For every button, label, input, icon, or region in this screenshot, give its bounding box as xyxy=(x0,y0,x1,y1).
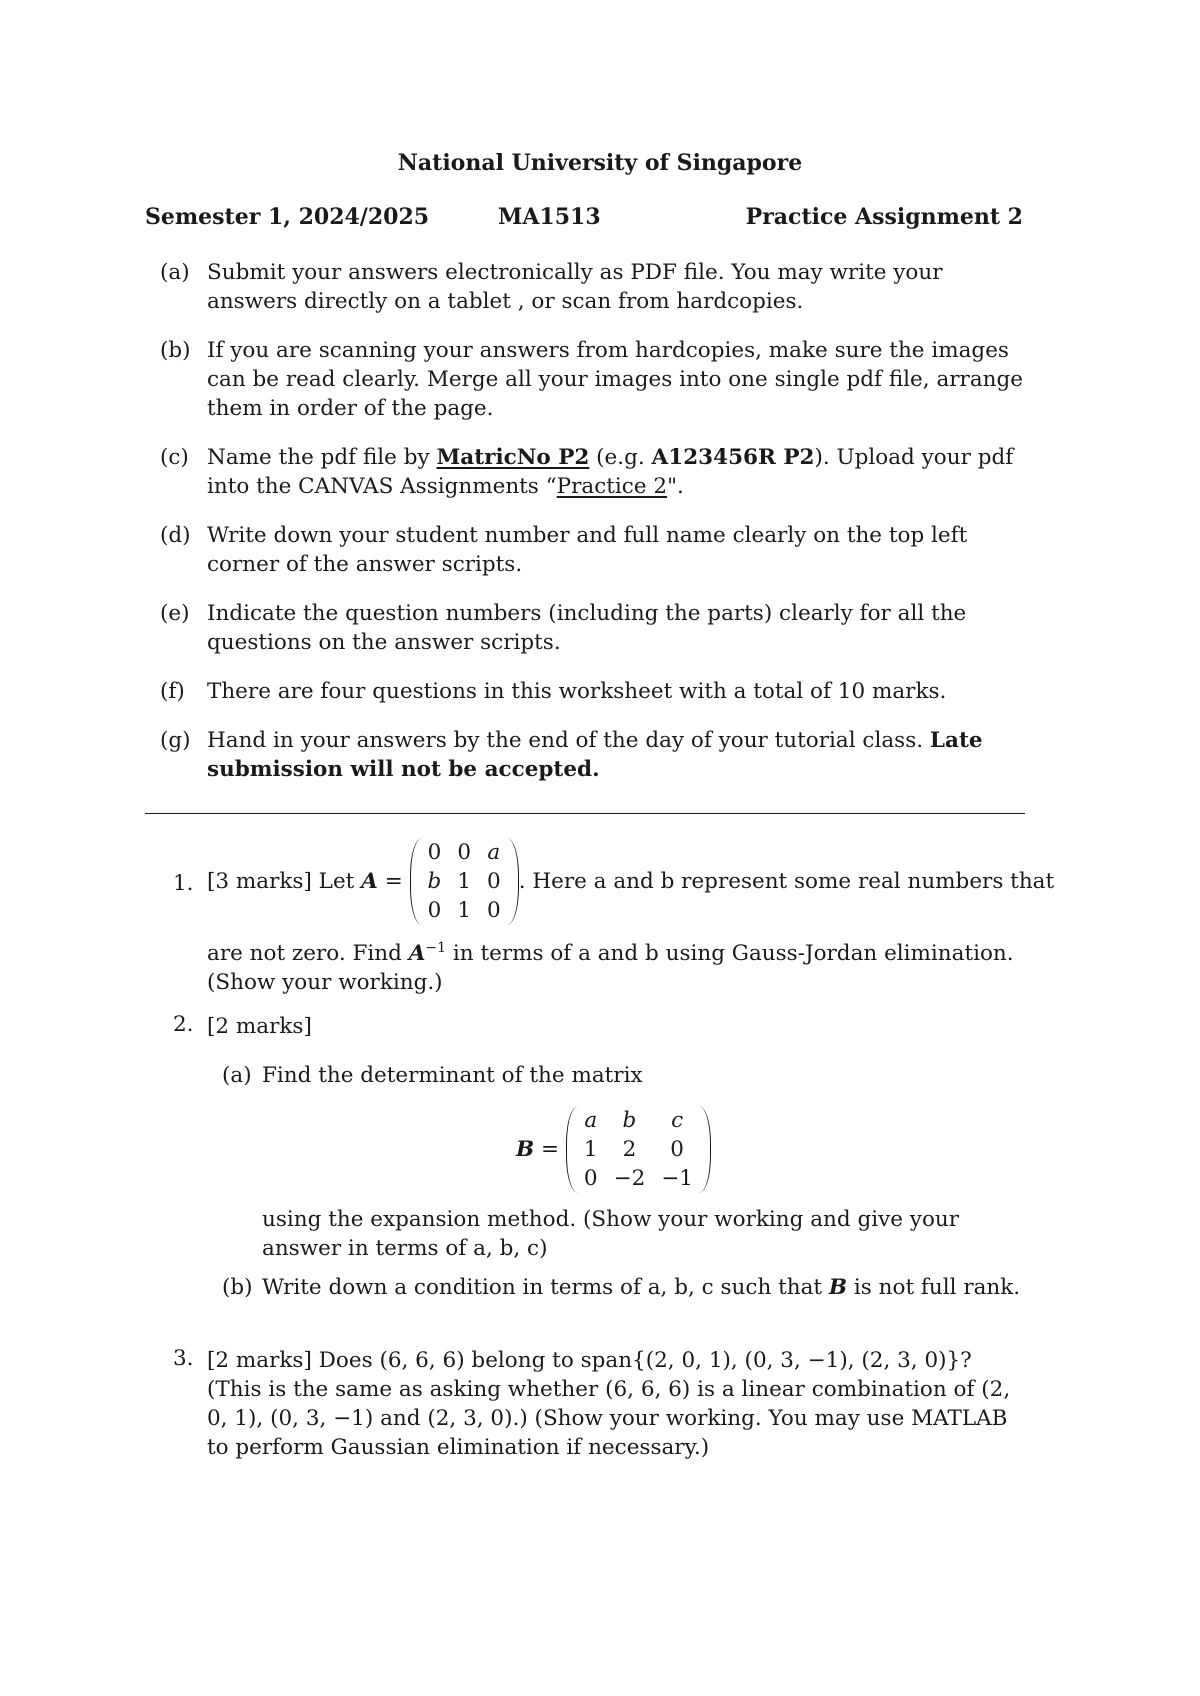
question-text-line: (This is the same as asking whether (6, 6, 6) is a linear combination of (2, 0, 1), (0, 3, −1) and (2, 3, 0).) (Show your working. You may use MATLAB to perform Gaussian elimination if necessary.) xyxy=(207,1377,1011,1460)
matrix-cell: 1 xyxy=(457,898,471,923)
matrix-cell: 0 xyxy=(583,1166,598,1191)
matrix-cell: a xyxy=(584,1108,598,1133)
instruction-text: If you are scanning your answers from hardcopies, make sure the images can be read clearly. Merge all your images into one single pdf file, arrange them in order of the page. xyxy=(207,338,1023,421)
section-divider xyxy=(145,813,1025,814)
matrix-a xyxy=(410,838,519,925)
instruction-item xyxy=(145,443,1025,501)
instruction-item xyxy=(145,521,1025,579)
matrix-cell: c xyxy=(671,1108,684,1133)
instruction-text: There are four questions in this worksheet with a total of 10 marks. xyxy=(207,679,947,704)
question-text-line xyxy=(207,934,1025,968)
matrix-b xyxy=(566,1106,711,1193)
question-number: 2. xyxy=(173,1012,194,1037)
instruction-text: Hand in your answers by the end of the day of your tutorial class. xyxy=(207,728,930,753)
question-text: in terms of a and b using Gauss-Jordan elimination. xyxy=(446,941,1014,967)
subquestion-label: (b) xyxy=(222,1275,253,1300)
matrix-cell: b xyxy=(427,869,442,894)
instruction-label: (e) xyxy=(160,601,190,626)
instruction-item xyxy=(145,336,1025,423)
instruction-label: (c) xyxy=(160,445,189,470)
instruction-label: (d) xyxy=(160,523,191,548)
instruction-text: Submit your answers electronically as PDF file. You may write your answers directly on a tablet , or scan from hardcopies. xyxy=(207,260,943,314)
instruction-text: Name the pdf file by xyxy=(207,445,437,470)
instruction-label: (g) xyxy=(160,728,191,753)
question-2a xyxy=(207,1061,1025,1263)
question-2 xyxy=(145,1012,1025,1302)
instruction-text: ". xyxy=(667,474,684,499)
matrix-cell: 1 xyxy=(583,1137,598,1162)
instruction-text: (e.g. xyxy=(589,445,652,470)
filename-example: A123456R P2 xyxy=(651,445,815,470)
question-text: Write down a condition in terms of a, b, c such that xyxy=(262,1275,829,1300)
instruction-label: (b) xyxy=(160,338,191,363)
instruction-item xyxy=(145,599,1025,657)
filename-format: MatricNo P2 xyxy=(436,445,590,470)
question-text-line: [2 marks] Does (6, 6, 6) belong to span{(2, 0, 1), (0, 3, −1), (2, 3, 0)}? xyxy=(207,1348,972,1373)
question-number: 1. xyxy=(173,871,194,896)
instruction-label: (a) xyxy=(160,260,190,285)
instruction-item xyxy=(145,677,1025,706)
matrix-cell: 0 xyxy=(427,840,442,865)
instruction-text: Indicate the question numbers (including the parts) clearly for all the questions on the answer scripts. xyxy=(207,601,967,655)
question-number: 3. xyxy=(173,1346,194,1371)
matrix-variable: A xyxy=(361,869,378,894)
matrix-cell: 0 xyxy=(670,1137,684,1162)
matrix-cell: a xyxy=(487,840,501,865)
question-text-line: (Show your working.) xyxy=(207,970,443,996)
question-3 xyxy=(145,1346,1025,1462)
matrix-cell: 0 xyxy=(487,869,501,894)
instruction-item xyxy=(145,726,1025,784)
header-row xyxy=(145,204,1023,234)
subquestion-label: (a) xyxy=(222,1063,252,1088)
equals-sign: = xyxy=(541,1137,566,1162)
matrix-cell: 1 xyxy=(457,869,471,894)
question-text: are not zero. Find xyxy=(207,941,409,967)
question-text: is not full rank. xyxy=(847,1275,1021,1300)
semester-label: Semester 1, 2024/2025 xyxy=(145,204,430,230)
matrix-b-display xyxy=(202,1106,1025,1193)
instruction-label: (f) xyxy=(160,679,185,704)
matrix-cell: 0 xyxy=(487,898,501,923)
question-marks: [2 marks] xyxy=(207,1014,312,1039)
matrix-cell: −2 xyxy=(613,1166,646,1191)
instructions-list xyxy=(145,258,1025,804)
matrix-cell: 0 xyxy=(427,898,442,923)
canvas-assignment-link[interactable]: Practice 2 xyxy=(556,474,668,499)
inverse-superscript: −1 xyxy=(425,940,447,956)
institution-title: National University of Singapore xyxy=(397,150,803,176)
matrix-cell: 2 xyxy=(622,1137,637,1162)
matrix-variable: B xyxy=(516,1137,535,1162)
instruction-text: Write down your student number and full name clearly on the top left corner of the answer scripts. xyxy=(207,523,968,577)
matrix-cell: −1 xyxy=(661,1166,693,1191)
late-submission-warning: Late submission will not be accepted. xyxy=(207,728,983,782)
instruction-item xyxy=(145,258,1025,316)
question-text: using the expansion method. (Show your working and give your answer in terms of a, b, c) xyxy=(262,1207,960,1261)
question-text: Find the determinant of the matrix xyxy=(262,1063,643,1088)
matrix-variable: A xyxy=(408,941,426,967)
question-1 xyxy=(145,838,1055,997)
question-2b xyxy=(207,1273,1025,1302)
equals-sign: = xyxy=(384,869,410,894)
matrix-variable: B xyxy=(828,1275,848,1300)
assignment-title: Practice Assignment 2 xyxy=(745,204,1023,230)
matrix-cell: b xyxy=(622,1108,637,1133)
instruction-text: ). Upload your pdf into the CANVAS Assignments “ xyxy=(207,445,1014,499)
question-text: . Here a and b represent some real numbers that xyxy=(518,869,1055,894)
question-text: [3 marks] Let xyxy=(207,869,355,894)
course-code: MA1513 xyxy=(498,204,601,230)
matrix-cell: 0 xyxy=(457,840,471,865)
